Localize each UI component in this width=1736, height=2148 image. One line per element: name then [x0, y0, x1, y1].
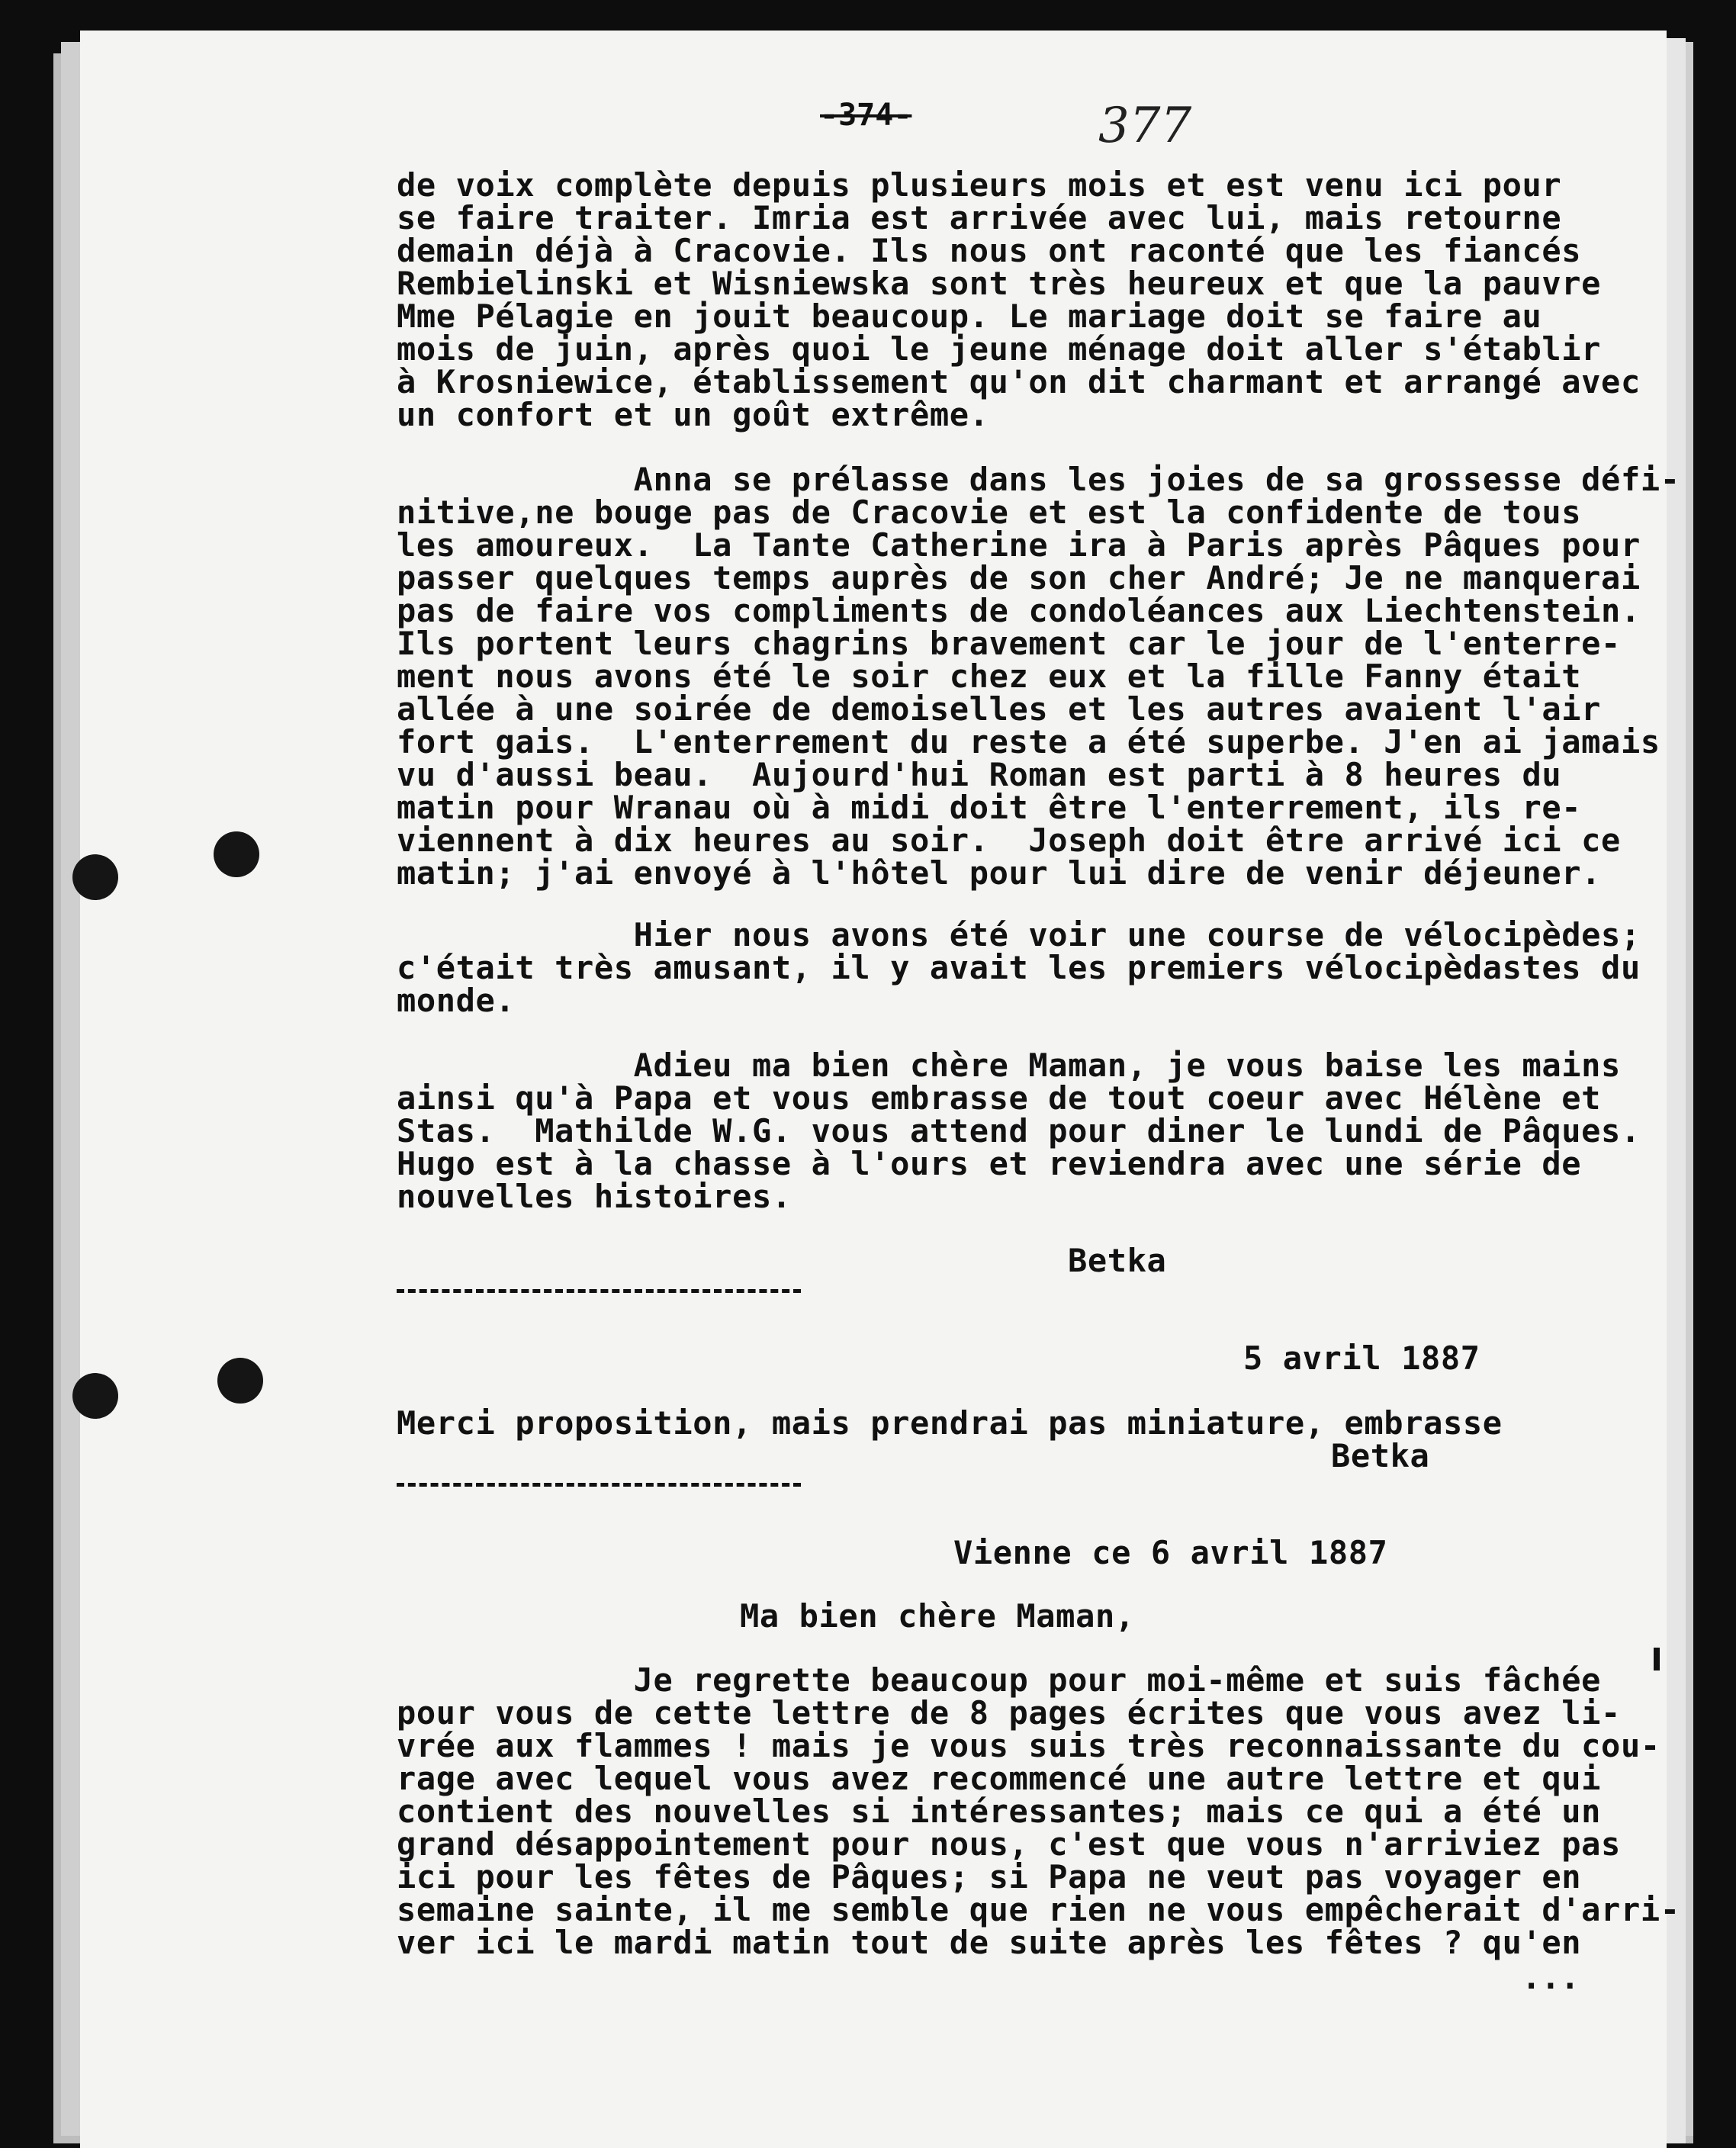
text-line: contient des nouvelles si intéressantes; mais ce qui a été un	[397, 1793, 1602, 1830]
letter-date-line: Vienne ce 6 avril 1887	[953, 1534, 1388, 1571]
text-line: Hier nous avons été voir une course de vélocipèdes;	[397, 916, 1641, 953]
text-line: mois de juin, après quoi le jeune ménage doit aller s'établir	[397, 330, 1602, 368]
section-divider	[397, 1483, 801, 1487]
text-line: vrée aux flammes ! mais je vous suis très reconnaissante du cou-	[397, 1727, 1660, 1764]
text-line: matin; j'ai envoyé à l'hôtel pour lui dire de venir déjeuner.	[397, 854, 1602, 892]
text-line: ici pour les fêtes de Pâques; si Papa ne veut pas voyager en	[397, 1858, 1582, 1896]
text-line: Adieu ma bien chère Maman, je vous baise les mains	[397, 1047, 1621, 1084]
text-line: allée à une soirée de demoiselles et les autres avaient l'air	[397, 690, 1602, 728]
text-line: rage avec lequel vous avez recommencé une autre lettre et qui	[397, 1760, 1602, 1797]
text-line: à Krosniewice, établissement qu'on dit charmant et arrangé avec	[397, 363, 1641, 400]
text-line: passer quelques temps auprès de son cher André; Je ne manquerai	[397, 559, 1641, 596]
text-line: Hugo est à la chasse à l'ours et reviendra avec une série de	[397, 1145, 1582, 1182]
text-line: ment nous avons été le soir chez eux et la fille Fanny était	[397, 658, 1582, 695]
text-line: grand désappointement pour nous, c'est que vous n'arriviez pas	[397, 1825, 1621, 1863]
text-line: nouvelles histoires.	[397, 1178, 792, 1215]
text-line: de voix complète depuis plusieurs mois et est venu ici pour	[397, 166, 1562, 204]
text-line: nitive,ne bouge pas de Cracovie et est la confidente de tous	[397, 494, 1582, 531]
text-line: Mme Pélagie en jouit beaucoup. Le mariage doit se faire au	[397, 297, 1542, 335]
text-line: demain déjà à Cracovie. Ils nous ont raconté que les fiancés	[397, 232, 1582, 269]
signature: Betka	[1068, 1242, 1167, 1279]
margin-mark	[1654, 1648, 1660, 1670]
text-line: matin pour Wranau où à midi doit être l'enterrement, ils re-	[397, 789, 1582, 826]
text-line: les amoureux. La Tante Catherine ira à Paris après Pâques pour	[397, 526, 1641, 564]
text-line: ainsi qu'à Papa et vous embrasse de tout coeur avec Hélène et	[397, 1079, 1602, 1117]
text-line: Je regrette beaucoup pour moi-même et suis fâchée	[397, 1661, 1602, 1699]
text-line: Stas. Mathilde W.G. vous attend pour diner le lundi de Pâques.	[397, 1112, 1641, 1150]
text-line: Anna se prélasse dans les joies de sa grossesse défi-	[397, 461, 1680, 498]
text-line: ver ici le mardi matin tout de suite après les fêtes ? qu'en	[397, 1924, 1582, 1961]
text-line: vu d'aussi beau. Aujourd'hui Roman est parti à 8 heures du	[397, 756, 1562, 793]
text-line: pas de faire vos compliments de condoléances aux Liechtenstein.	[397, 592, 1641, 629]
text-line: viennent à dix heures au soir. Joseph doit être arrivé ici ce	[397, 822, 1621, 859]
telegram-signature: Betka	[1331, 1437, 1430, 1474]
text-line: fort gais. L'enterrement du reste a été superbe. J'en ai jamais	[397, 723, 1660, 760]
telegram-message: Merci proposition, mais prendrai pas miniature, embrasse	[397, 1404, 1503, 1442]
salutation: Ma bien chère Maman,	[740, 1597, 1135, 1635]
page-number: -374-	[820, 98, 912, 133]
handwritten-page-number: 377	[1098, 98, 1192, 154]
text-line: monde.	[397, 982, 516, 1019]
telegram-date: 5 avril 1887	[1243, 1339, 1480, 1377]
text-line: Rembielinski et Wisniewska sont très heureux et que la pauvre	[397, 265, 1602, 302]
text-line: c'était très amusant, il y avait les premiers vélocipèdastes du	[397, 949, 1641, 986]
text-line: Ils portent leurs chagrins bravement car le jour de l'enterre-	[397, 625, 1621, 662]
text-line: se faire traiter. Imria est arrivée avec lui, mais retourne	[397, 199, 1562, 236]
text-line: semaine sainte, il me semble que rien ne vous empêcherait d'arri-	[397, 1891, 1680, 1928]
continuation-mark: ...	[1522, 1959, 1580, 1996]
text-line: un confort et un goût extrême.	[397, 396, 989, 433]
section-divider	[397, 1289, 801, 1293]
text-line: pour vous de cette lettre de 8 pages écrites que vous avez li-	[397, 1694, 1621, 1732]
